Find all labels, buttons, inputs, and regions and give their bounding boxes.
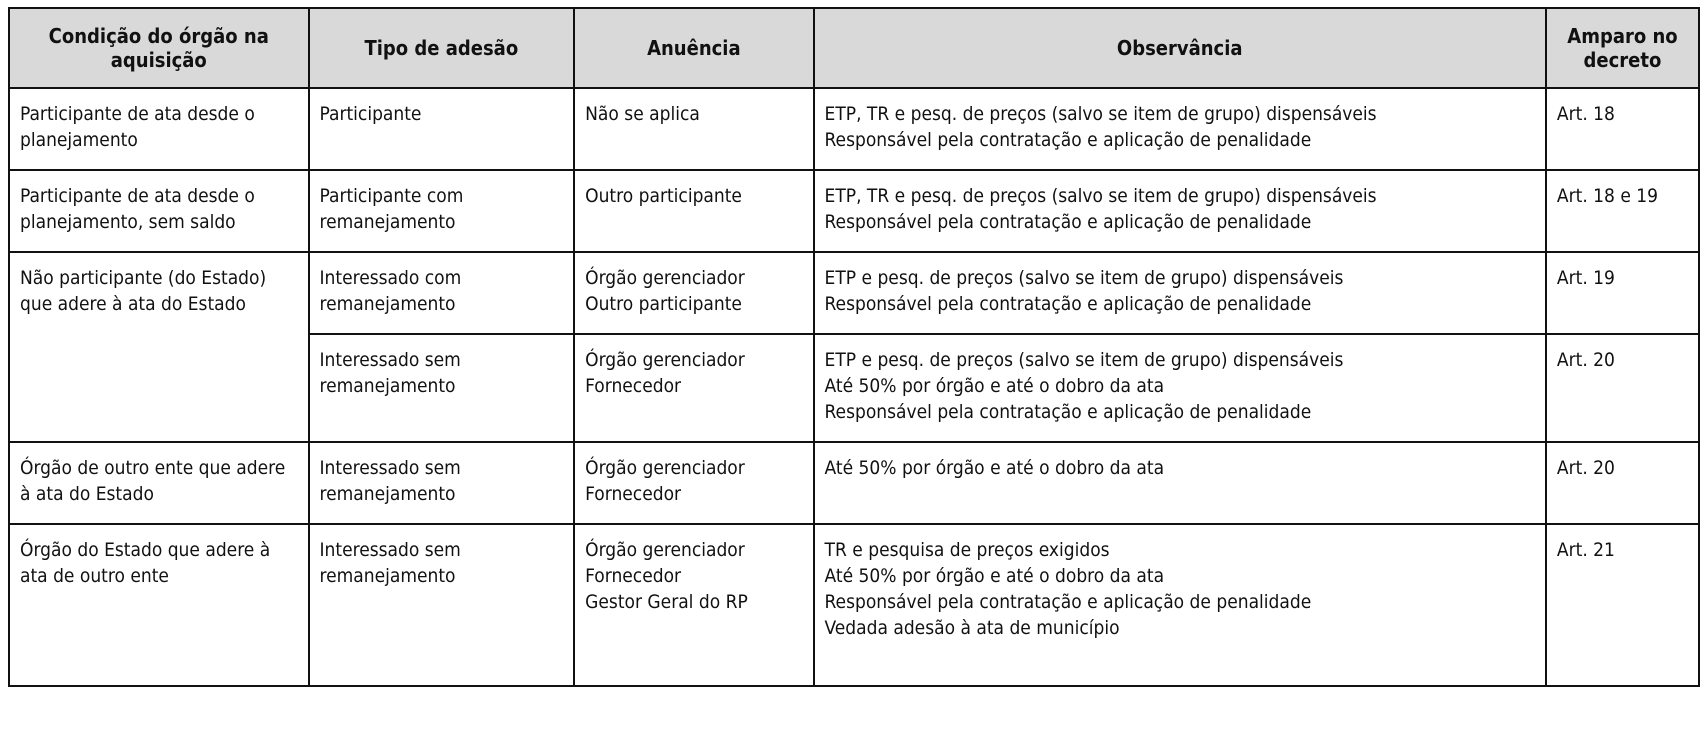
observancia-line: ETP e pesq. de preços (salvo se item de grupo) dispensáveis [824, 267, 1344, 289]
cell-observancia [814, 524, 1546, 686]
cell-tipo: Participante [309, 88, 575, 170]
observancia-line: ETP e pesq. de preços (salvo se item de grupo) dispensáveis [824, 349, 1344, 371]
header-observancia: Observância [814, 8, 1546, 88]
cell-observancia [814, 442, 1546, 524]
anuencia-line: Outro participante [585, 293, 742, 315]
cell-anuencia [574, 252, 813, 334]
cell-observancia [814, 170, 1546, 252]
cell-observancia [814, 252, 1546, 334]
anuencia-line: Não se aplica [585, 103, 700, 125]
anuencia-line: Órgão gerenciador [585, 267, 745, 289]
cell-anuencia [574, 170, 813, 252]
anuencia-line: Órgão gerenciador [585, 349, 745, 371]
cell-tipo: Interessado sem remanejamento [309, 524, 575, 686]
cell-amparo: Art. 20 [1546, 442, 1699, 524]
observancia-line: Até 50% por órgão e até o dobro da ata [824, 375, 1165, 397]
cell-anuencia [574, 524, 813, 686]
cell-amparo: Art. 18 e 19 [1546, 170, 1699, 252]
cell-tipo: Interessado sem remanejamento [309, 442, 575, 524]
cell-observancia [814, 88, 1546, 170]
anuencia-line: Outro participante [585, 185, 742, 207]
cell-anuencia [574, 442, 813, 524]
observancia-line: Até 50% por órgão e até o dobro da ata [824, 565, 1165, 587]
table-row [9, 170, 1699, 252]
cell-tipo: Interessado sem remanejamento [309, 334, 575, 442]
anuencia-line: Órgão gerenciador [585, 457, 745, 479]
cell-condicao: Não participante (do Estado) que adere à ata do Estado [9, 252, 309, 442]
observancia-line: Responsável pela contratação e aplicação de penalidade [824, 401, 1312, 423]
cell-condicao: Participante de ata desde o planejamento [9, 88, 309, 170]
header-anuencia: Anuência [574, 8, 813, 88]
anuencia-line: Fornecedor [585, 483, 682, 505]
observancia-line: TR e pesquisa de preços exigidos [824, 539, 1110, 561]
header-tipo: Tipo de adesão [309, 8, 575, 88]
cell-amparo: Art. 19 [1546, 252, 1699, 334]
cell-anuencia [574, 334, 813, 442]
anuencia-line: Órgão gerenciador [585, 539, 745, 561]
table-row [9, 442, 1699, 524]
observancia-line: ETP, TR e pesq. de preços (salvo se item de grupo) dispensáveis [824, 103, 1377, 125]
cell-tipo: Participante com remanejamento [309, 170, 575, 252]
observancia-line: Responsável pela contratação e aplicação de penalidade [824, 129, 1312, 151]
cell-tipo: Interessado com remanejamento [309, 252, 575, 334]
table-row [9, 88, 1699, 170]
observancia-line: ETP, TR e pesq. de preços (salvo se item de grupo) dispensáveis [824, 185, 1377, 207]
cell-condicao: Órgão do Estado que adere à ata de outro ente [9, 524, 309, 686]
table-row [9, 252, 1699, 334]
cell-observancia [814, 334, 1546, 442]
cell-amparo: Art. 20 [1546, 334, 1699, 442]
cell-amparo: Art. 18 [1546, 88, 1699, 170]
anuencia-line: Fornecedor [585, 375, 682, 397]
observancia-line: Até 50% por órgão e até o dobro da ata [824, 457, 1165, 479]
cell-condicao: Participante de ata desde o planejamento, sem saldo [9, 170, 309, 252]
cell-amparo: Art. 21 [1546, 524, 1699, 686]
header-row [9, 8, 1699, 88]
adesao-table [8, 7, 1700, 687]
table-row [9, 524, 1699, 686]
anuencia-line: Gestor Geral do RP [585, 591, 748, 613]
header-amparo: Amparo no decreto [1546, 8, 1699, 88]
cell-anuencia [574, 88, 813, 170]
cell-condicao: Órgão de outro ente que adere à ata do Estado [9, 442, 309, 524]
header-condicao: Condição do órgão na aquisição [9, 8, 309, 88]
anuencia-line: Fornecedor [585, 565, 682, 587]
observancia-line: Responsável pela contratação e aplicação de penalidade [824, 211, 1312, 233]
observancia-line: Vedada adesão à ata de município [824, 617, 1120, 639]
observancia-line: Responsável pela contratação e aplicação de penalidade [824, 293, 1312, 315]
observancia-line: Responsável pela contratação e aplicação de penalidade [824, 591, 1312, 613]
